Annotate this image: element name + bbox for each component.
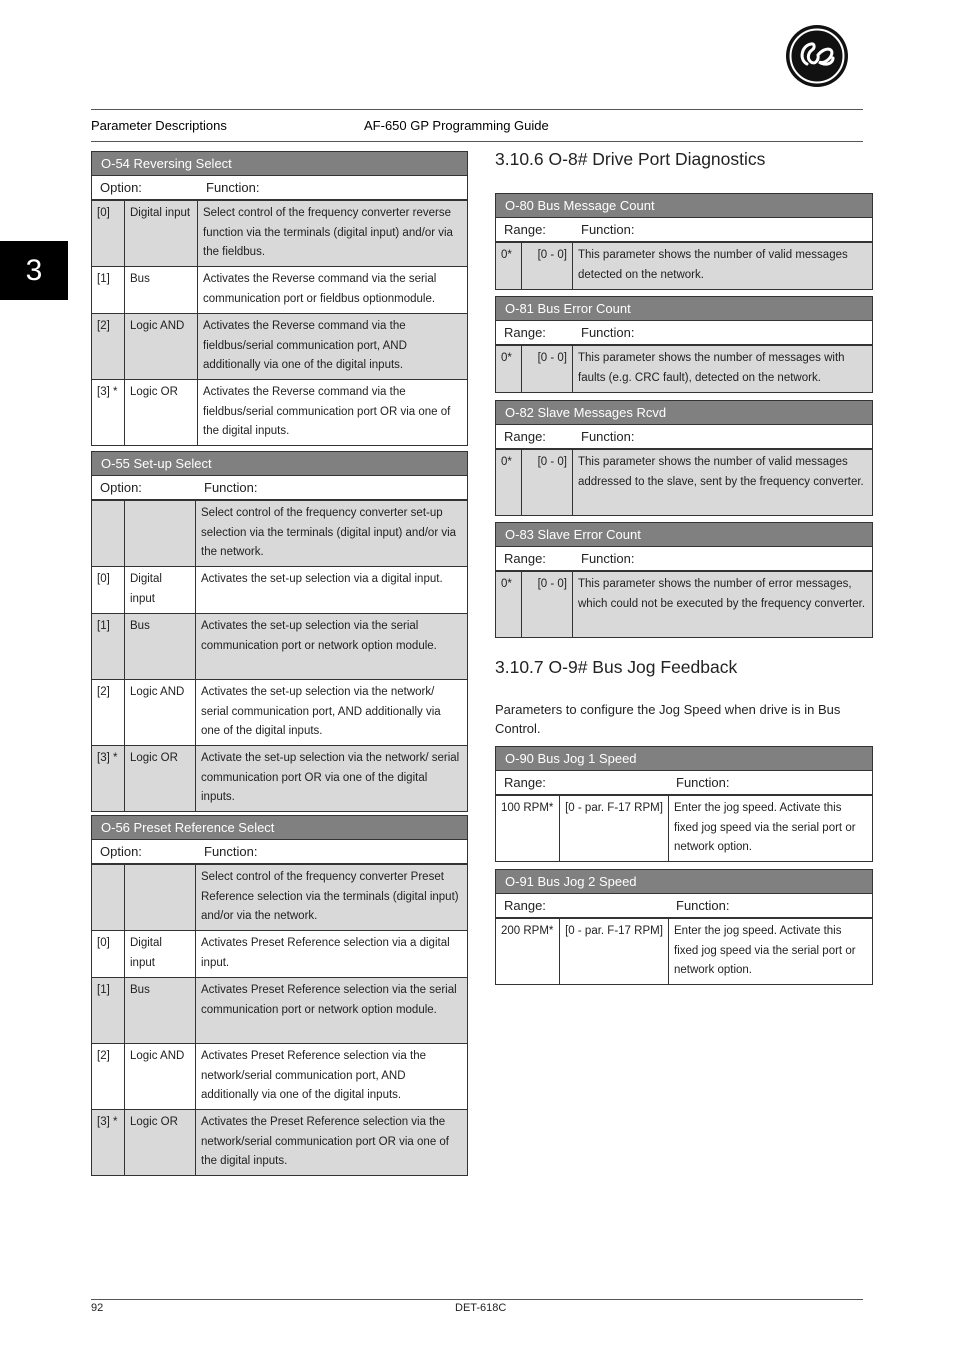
param-header xyxy=(496,771,872,795)
option-header: Option: xyxy=(100,844,142,859)
param-function: This parameter shows the number of valid messages addressed to the slave, sent by the frequency converter. xyxy=(572,450,872,515)
table-row xyxy=(496,918,872,984)
param-function: Enter the jog speed. Activate this fixed jog speed via the serial port or network option. xyxy=(668,796,872,861)
param-title: O-82 Slave Messages Rcvd xyxy=(496,401,872,425)
option-function: Activates the set-up selection via a digital input. xyxy=(195,567,467,613)
param-title: O-54 Reversing Select xyxy=(92,152,467,176)
option-header: Option: xyxy=(100,180,142,195)
option-name: Logic AND xyxy=(124,680,195,745)
option-index: [3] * xyxy=(97,752,118,764)
table-row xyxy=(496,449,872,515)
option-function: Activates the Reverse command via the fieldbus/serial communication port OR via one of the digital inputs. xyxy=(197,380,467,445)
param-title: O-83 Slave Error Count xyxy=(496,523,872,547)
table-row xyxy=(496,345,872,392)
option-index: [1] xyxy=(97,273,110,285)
header-guide-title: AF-650 GP Programming Guide xyxy=(364,118,549,133)
param-table-o54 xyxy=(91,151,468,446)
option-header: Option: xyxy=(100,480,142,495)
function-header: Function: xyxy=(676,898,730,913)
option-name: Digital input xyxy=(124,567,195,613)
option-function: Activate the set-up selection via the network/ serial communication port OR via one of the digital inputs. xyxy=(195,746,467,811)
range-value: [0 - 0] xyxy=(521,572,572,637)
range-value: [0 - 0] xyxy=(521,450,572,515)
param-header xyxy=(92,476,467,500)
param-header xyxy=(496,547,872,571)
param-header xyxy=(496,218,872,242)
option-function: Activates the set-up selection via the serial communication port or network option module. xyxy=(195,614,467,679)
option-function: Activates the Reverse command via the serial communication port or fieldbus optionmodule. xyxy=(197,267,467,313)
param-title: O-80 Bus Message Count xyxy=(496,194,872,218)
range-header: Range: xyxy=(504,429,546,444)
option-function: Activates Preset Reference selection via a digital input. xyxy=(195,931,467,977)
param-header xyxy=(92,176,467,200)
chapter-tab: 3 xyxy=(0,241,68,300)
header-rule-top xyxy=(91,109,863,110)
option-name: Bus xyxy=(124,267,197,313)
table-row xyxy=(92,745,467,811)
option-name xyxy=(124,501,195,566)
option-name: Logic AND xyxy=(124,314,197,379)
option-name: Digital input xyxy=(124,201,197,266)
range-value: [0 - 0] xyxy=(521,346,572,392)
param-header xyxy=(496,894,872,918)
param-header xyxy=(92,840,467,864)
param-table-o81 xyxy=(495,296,873,393)
table-row xyxy=(496,571,872,637)
table-row xyxy=(92,379,467,445)
table-row xyxy=(92,679,467,745)
param-title: O-91 Bus Jog 2 Speed xyxy=(496,870,872,894)
option-function: Activates the Reverse command via the fieldbus/serial communication port, AND additionally via one of the digital inputs. xyxy=(197,314,467,379)
option-index: [2] xyxy=(97,320,110,332)
param-table-o91 xyxy=(495,869,873,985)
option-name: Logic OR xyxy=(124,1110,195,1175)
option-index: [3] * xyxy=(97,386,118,398)
option-function: Select control of the frequency converter reverse function via the terminals (digital input) and/or via the fieldbus. xyxy=(197,201,467,266)
range-value: [0 - par. F-17 RPM] xyxy=(559,796,668,861)
table-row xyxy=(92,977,467,1043)
option-index xyxy=(92,501,124,566)
option-function: Activates the set-up selection via the network/ serial communication port, AND additionally via one of the digital inputs. xyxy=(195,680,467,745)
range-header: Range: xyxy=(504,898,546,913)
param-table-o56 xyxy=(91,815,468,1176)
function-header: Function: xyxy=(206,180,260,195)
table-row xyxy=(92,930,467,977)
option-function: Activates Preset Reference selection via the serial communication port or network option module. xyxy=(195,978,467,1043)
option-index: [0] xyxy=(97,937,110,949)
option-index xyxy=(92,865,124,930)
range-header: Range: xyxy=(504,325,546,340)
section-intro: Parameters to configure the Jog Speed when drive is in Bus Control. xyxy=(495,702,841,736)
page-number: 92 xyxy=(91,1302,104,1314)
param-header xyxy=(496,321,872,345)
option-function: Select control of the frequency converter Preset Reference selection via the terminals (digital input) and/or via the network. xyxy=(195,865,467,930)
option-name: Logic OR xyxy=(124,380,197,445)
param-function: This parameter shows the number of valid messages detected on the network. xyxy=(572,243,872,289)
function-header: Function: xyxy=(581,222,635,237)
header-rule-bottom xyxy=(91,141,863,142)
footer-rule xyxy=(91,1299,863,1300)
option-index: [1] xyxy=(97,620,110,632)
param-title: O-56 Preset Reference Select xyxy=(92,816,467,840)
ge-logo-icon xyxy=(785,24,849,88)
table-row xyxy=(92,1109,467,1175)
table-row xyxy=(92,313,467,379)
default-value: 200 RPM* xyxy=(501,925,554,937)
param-function: Enter the jog speed. Activate this fixed jog speed via the serial port or network option. xyxy=(668,919,872,984)
param-table-o55 xyxy=(91,451,468,812)
default-value: 0* xyxy=(501,578,512,590)
option-index: [1] xyxy=(97,984,110,996)
table-row xyxy=(92,266,467,313)
range-header: Range: xyxy=(504,775,546,790)
param-function: This parameter shows the number of error messages, which could not be executed by the frequency converter. xyxy=(572,572,872,637)
param-header xyxy=(496,425,872,449)
param-table-o80 xyxy=(495,193,873,290)
default-value: 100 RPM* xyxy=(501,802,554,814)
option-name xyxy=(124,865,195,930)
default-value: 0* xyxy=(501,352,512,364)
option-name: Logic AND xyxy=(124,1044,195,1109)
param-table-o90 xyxy=(495,746,873,862)
table-row xyxy=(92,566,467,613)
range-value: [0 - 0] xyxy=(521,243,572,289)
function-header: Function: xyxy=(581,325,635,340)
option-index: [2] xyxy=(97,1050,110,1062)
range-header: Range: xyxy=(504,551,546,566)
option-index: [2] xyxy=(97,686,110,698)
section-heading-drive-port-diagnostics: 3.10.6 O-8# Drive Port Diagnostics xyxy=(495,149,766,169)
function-header: Function: xyxy=(204,480,258,495)
document-code: DET-618C xyxy=(455,1302,507,1314)
table-row xyxy=(92,200,467,266)
table-row xyxy=(92,1043,467,1109)
param-title: O-81 Bus Error Count xyxy=(496,297,872,321)
table-row xyxy=(496,795,872,861)
param-table-o82 xyxy=(495,400,873,516)
default-value: 0* xyxy=(501,249,512,261)
range-value: [0 - par. F-17 RPM] xyxy=(559,919,668,984)
option-function: Activates Preset Reference selection via the network/serial communication port, AND additionally via one of the digital inputs. xyxy=(195,1044,467,1109)
table-row xyxy=(92,864,467,930)
option-function: Activates the Preset Reference selection via the network/serial communication port OR via one of the digital inputs. xyxy=(195,1110,467,1175)
option-name: Logic OR xyxy=(124,746,195,811)
table-row xyxy=(92,613,467,679)
param-title: O-90 Bus Jog 1 Speed xyxy=(496,747,872,771)
function-header: Function: xyxy=(581,429,635,444)
option-index: [0] xyxy=(97,207,110,219)
header-section: Parameter Descriptions xyxy=(91,118,227,133)
option-index: [3] * xyxy=(97,1116,118,1128)
default-value: 0* xyxy=(501,456,512,468)
option-index: [0] xyxy=(97,573,110,585)
option-name: Bus xyxy=(124,614,195,679)
option-function: Select control of the frequency converter set-up selection via the terminals (digital input) and/or via the network. xyxy=(195,501,467,566)
param-table-o83 xyxy=(495,522,873,638)
param-title: O-55 Set-up Select xyxy=(92,452,467,476)
param-function: This parameter shows the number of messages with faults (e.g. CRC fault), detected on the network. xyxy=(572,346,872,392)
option-name: Bus xyxy=(124,978,195,1043)
function-header: Function: xyxy=(204,844,258,859)
table-row xyxy=(92,500,467,566)
section-heading-bus-jog-feedback: 3.10.7 O-9# Bus Jog Feedback xyxy=(495,657,738,677)
function-header: Function: xyxy=(581,551,635,566)
option-name: Digital input xyxy=(124,931,195,977)
function-header: Function: xyxy=(676,775,730,790)
table-row xyxy=(496,242,872,289)
range-header: Range: xyxy=(504,222,546,237)
